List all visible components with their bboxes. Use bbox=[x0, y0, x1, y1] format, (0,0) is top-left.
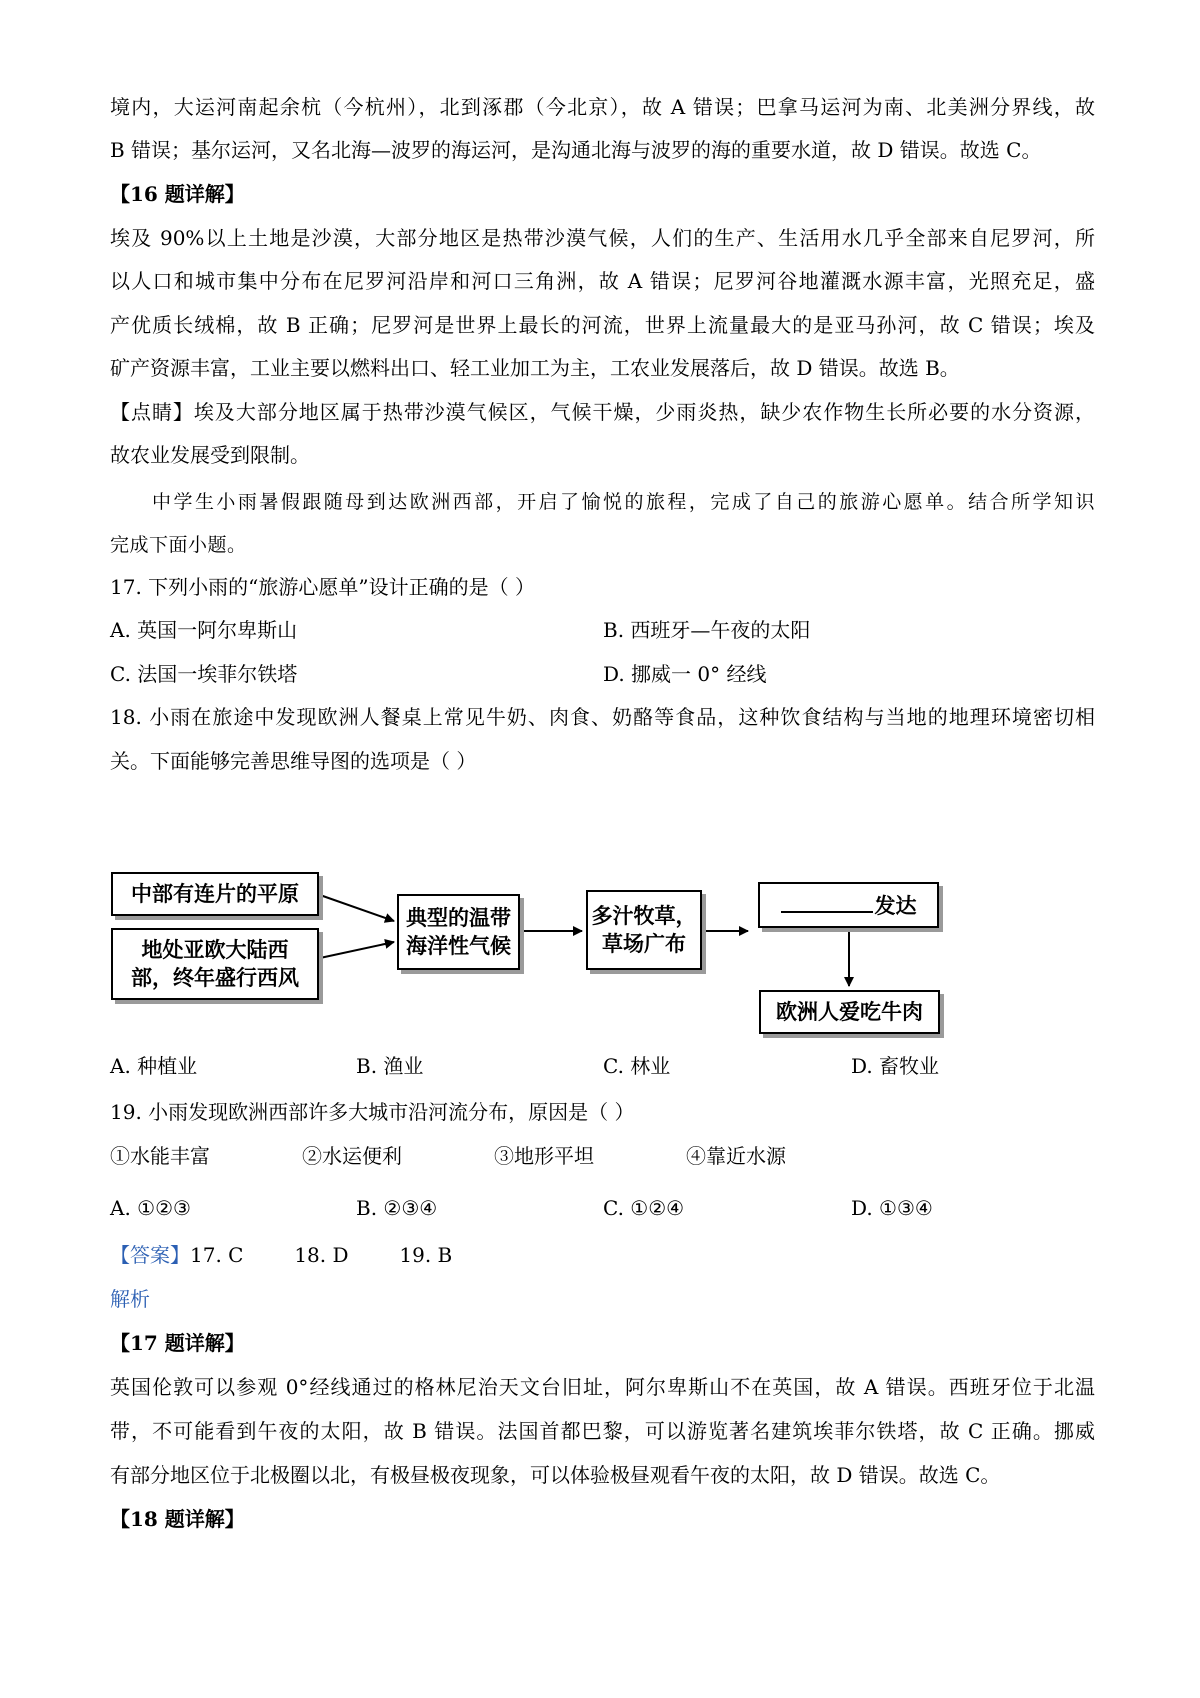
q17-option-a: A. 英国一阿尔卑斯山 bbox=[110, 618, 298, 642]
q18-option-c: C. 林业 bbox=[603, 1054, 671, 1078]
arrow-2 bbox=[320, 942, 394, 958]
text-line: 产优质长绒棉，故 B 正确；尼罗河是世界上最长的河流，世界上流量最大的是亚马孙河，故 C 错误；埃及 bbox=[110, 313, 1095, 337]
text-line: 有部分地区位于北极圈以北，有极昼极夜现象，可以体验极昼观看午夜的太阳，故 D 错误。故选 C。 bbox=[110, 1463, 1001, 1487]
text-line: 以人口和城市集中分布在尼罗河沿岸和河口三角洲，故 A 错误；尼罗河谷地灌溉水源丰富，光照充足，盛 bbox=[110, 269, 1095, 293]
answer-text: 17. C 18. D 19. B bbox=[190, 1243, 453, 1267]
question-stem: 完成下面小题。 bbox=[110, 534, 247, 556]
q18-option-d: D. 畜牧业 bbox=[851, 1054, 940, 1078]
diagram-box-plains: 中部有连片的平原 bbox=[111, 872, 319, 916]
answer-blank bbox=[781, 891, 873, 913]
question-stem: 中学生小雨暑假跟随母到达欧洲西部，开启了愉悦的旅程，完成了自己的旅游心愿单。结合所学知识 bbox=[152, 491, 1095, 513]
q19-option-b: B. ②③④ bbox=[356, 1196, 438, 1220]
q19-item-2: ②水运便利 bbox=[302, 1144, 402, 1168]
arrow-1 bbox=[320, 895, 394, 921]
section-heading-18: 【18 题详解】 bbox=[110, 1507, 245, 1531]
q17-option-c: C. 法国一埃菲尔铁塔 bbox=[110, 662, 298, 686]
question-18: 18. 小雨在旅途中发现欧洲人餐桌上常见牛奶、肉食、奶酪等食品，这种饮食结构与当地的地理环境密切相 bbox=[110, 705, 1095, 729]
text-line: 矿产资源丰富，工业主要以燃料出口、轻工业加工为主，工农业发展落后，故 D 错误。故选 B。 bbox=[110, 356, 960, 380]
q19-option-d: D. ①③④ bbox=[851, 1196, 933, 1220]
text-line: 英国伦敦可以参观 0°经线通过的格林尼治天文台旧址，阿尔卑斯山不在英国，故 A 错误。西班牙位于北温 bbox=[110, 1375, 1095, 1399]
section-heading-17: 【17 题详解】 bbox=[110, 1331, 245, 1355]
q19-option-c: C. ①②④ bbox=[603, 1196, 685, 1220]
diagram-box-pasture: 多汁牧草， 草场广布 bbox=[586, 890, 702, 970]
analysis-label: 解析 bbox=[110, 1287, 150, 1311]
text-line: B 错误；基尔运河，又名北海—波罗的海运河，是沟通北海与波罗的海的重要水道，故 D 错误。故选 C。 bbox=[110, 138, 1042, 162]
text-line: 埃及 90%以上土地是沙漠，大部分地区是热带沙漠气候，人们的生产、生活用水几乎全部来自尼罗河，所 bbox=[110, 226, 1095, 250]
q17-option-d: D. 挪威一 0° 经线 bbox=[603, 662, 767, 686]
q17-option-b: B. 西班牙—午夜的太阳 bbox=[603, 618, 811, 642]
text-line: 境内，大运河南起余杭（今杭州），北到涿郡（今北京），故 A 错误；巴拿马运河为南、北美洲分界线，故 bbox=[110, 95, 1095, 119]
text-line: 故农业发展受到限制。 bbox=[110, 443, 310, 467]
diagram-box-blank-developed: 发达 bbox=[758, 882, 939, 928]
diagram-box-climate: 典型的温带 海洋性气候 bbox=[397, 894, 520, 970]
text-line: 带，不可能看到午夜的太阳，故 B 错误。法国首都巴黎，可以游览著名建筑埃菲尔铁塔，故 C 正确。挪威 bbox=[110, 1419, 1095, 1443]
q18-option-a: A. 种植业 bbox=[110, 1054, 198, 1078]
answer-line bbox=[110, 1241, 1095, 1269]
q19-item-3: ③地形平坦 bbox=[494, 1144, 594, 1168]
diagram-box-beef: 欧洲人爱吃牛肉 bbox=[759, 990, 940, 1034]
section-heading-16: 【16 题详解】 bbox=[110, 182, 245, 206]
q18-option-b: B. 渔业 bbox=[356, 1054, 424, 1078]
q19-item-1: ①水能丰富 bbox=[110, 1144, 210, 1168]
answer-label: 【答案】 bbox=[110, 1243, 190, 1267]
question-17: 17. 下列小雨的“旅游心愿单”设计正确的是（ ） bbox=[110, 575, 535, 599]
diagram-box-location: 地处亚欧大陆西 部，终年盛行西风 bbox=[111, 928, 319, 1000]
comment-line: 【点睛】埃及大部分地区属于热带沙漠气候区，气候干燥，少雨炎热，缺少农作物生长所必要的水分资源， bbox=[110, 400, 1095, 424]
question-18: 关。下面能够完善思维导图的选项是（ ） bbox=[110, 749, 477, 773]
q19-option-a: A. ①②③ bbox=[110, 1196, 191, 1220]
q19-item-4: ④靠近水源 bbox=[686, 1144, 786, 1168]
question-19: 19. 小雨发现欧洲西部许多大城市沿河流分布，原因是（ ） bbox=[110, 1100, 635, 1124]
